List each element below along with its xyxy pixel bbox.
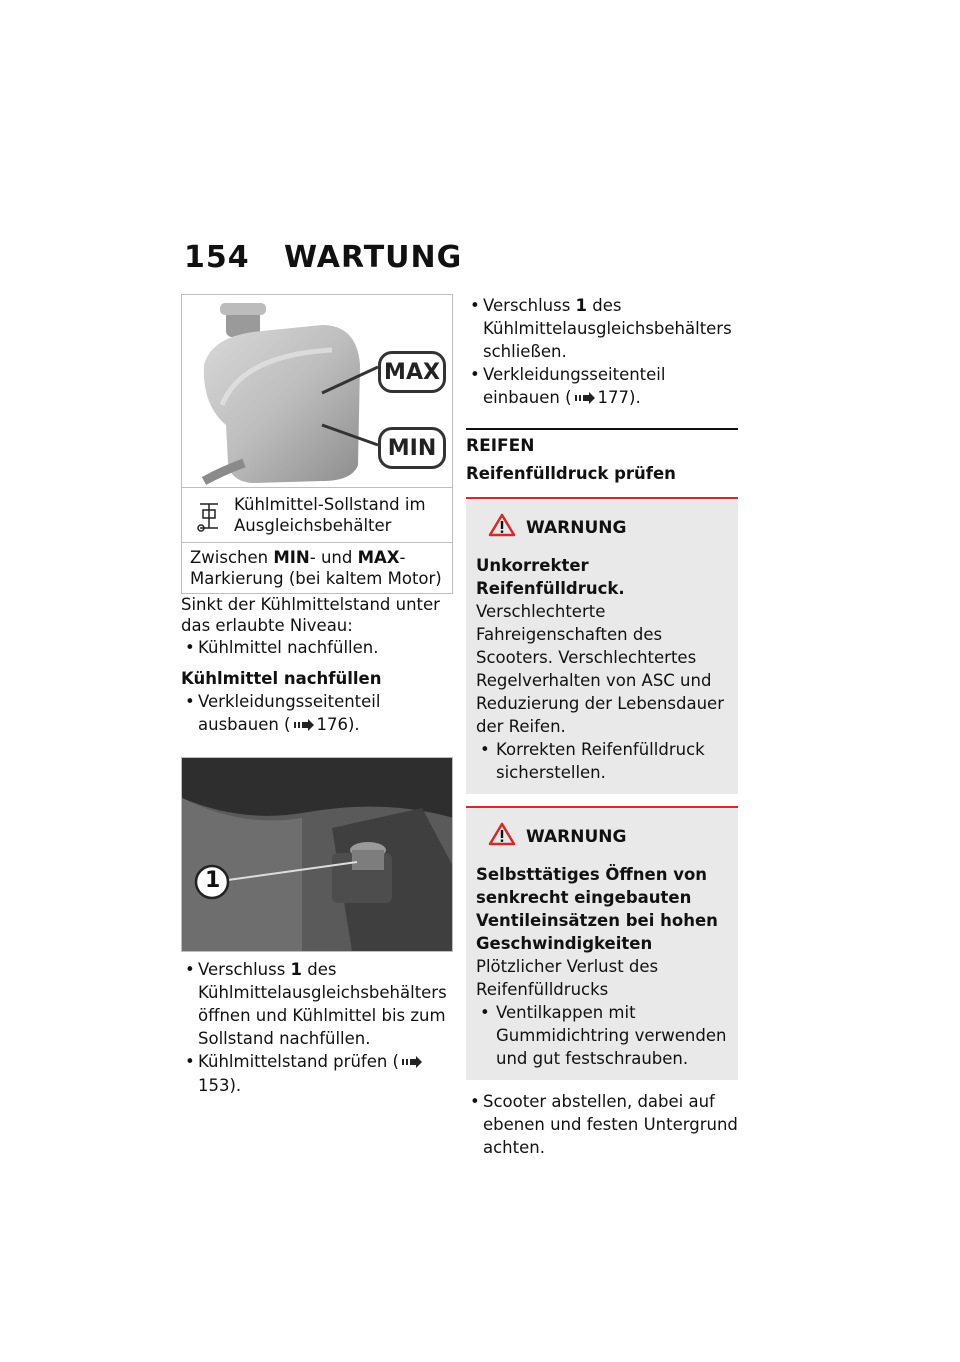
warning-label: WARNUNG [526,518,627,538]
coolant-tank-figure [181,294,453,488]
warning-bullet: • Ventilkappen mit Gummidichtring verwenden und gut festschrauben. [476,1001,728,1070]
list-item-text: Verkleidungsseitenteil einbauen ( [483,365,666,407]
page-reference-arrow-icon [575,387,595,410]
list-item [181,690,453,737]
page-reference[interactable]: 177 [597,388,630,407]
scooter-cap-illustration [182,758,453,951]
warning-bullet: • Korrekten Reifenfülldruck sicherstellen. [476,738,728,784]
spec-table [181,488,453,594]
warning-triangle-icon [488,822,516,853]
page-number: 154 [184,240,250,275]
section-subtitle: Reifenfülldruck prüfen [466,464,676,483]
warning-title: Unkorrekter Reifenfülldruck. [476,556,625,598]
warning-text: Verschlechterte Fahreigenschaften des Scooters. Verschlechtertes Regelverhalten von ASC und Reduzierung der Lebensdauer der Reifen. [476,602,724,736]
callout-ref: 1 [290,960,303,979]
page-reference[interactable]: 176 [316,715,348,734]
spec-min: MIN [273,548,310,567]
warning-title: Selbsttätiges Öffnen von senkrecht eingebauten Ventileinsätzen bei hohen Geschwindigkeiten [476,865,718,953]
warning-label: WARNUNG [526,827,627,847]
spec-max: MAX [357,548,400,567]
spec-header [182,488,452,543]
list-item-text: Verschluss [483,296,576,315]
left-column [181,294,453,1097]
list-item: • Scooter abstellen, dabei auf ebenen und festen Untergrund achten. [466,1090,738,1159]
spec-text: Zwischen [190,548,274,567]
page-reference-arrow-icon [402,1051,422,1074]
list-item-text: Verschluss [198,960,291,979]
max-label: MAX [384,359,440,385]
warning-header [476,513,728,544]
spec-text: - und [309,548,358,567]
warning-box-2 [466,806,738,1080]
warning-text: Plötzlicher Verlust des Reifenfülldrucks [476,957,659,999]
sub-heading: Kühlmittel nachfüllen [181,669,382,688]
page-reference-arrow-icon [294,714,314,737]
list-item-text: des Kühlmittelausgleichsbehälters schließen. [483,296,732,361]
scooter-cap-figure [181,757,453,952]
section-title: REIFEN [466,428,738,456]
page-header [184,240,744,280]
page-title: WARTUNG [284,240,463,275]
list-item-text: Kühlmittelstand prüfen ( [198,1052,399,1071]
list-item [466,294,738,363]
callout-number: 1 [205,868,221,893]
max-callout [378,351,446,393]
list-item-text: ). [348,715,360,734]
spec-value [182,543,452,593]
spec-title: Kühlmittel-Sollstand im Ausgleichsbehälter [234,495,426,535]
list-item: • Kühlmittel nachfüllen. [181,636,453,659]
page-reference[interactable]: 153 [198,1076,230,1095]
warning-box-1 [466,497,738,794]
list-item-text: des Kühlmittelausgleichsbehälters öffnen und Kühlmittel bis zum Sollstand nachfüllen. [198,960,447,1048]
intro-paragraph: Sinkt der Kühlmittelstand unter das erlaubte Niveau: [181,595,440,635]
warning-triangle-icon [488,513,516,544]
warning-header [476,822,728,853]
callout-ref: 1 [575,296,588,315]
min-callout [378,427,446,469]
list-item-text: Verkleidungsseitenteil ausbauen ( [198,692,381,734]
list-item [466,363,738,410]
list-item [181,958,453,1050]
right-column [466,294,738,1159]
list-item-text: ). [229,1076,242,1095]
coolant-level-icon [196,498,222,539]
spec-text: -Markierung (bei kaltem Motor) [190,548,442,588]
min-label: MIN [387,435,437,461]
list-item-text: ). [629,388,641,407]
list-item [181,1050,453,1097]
